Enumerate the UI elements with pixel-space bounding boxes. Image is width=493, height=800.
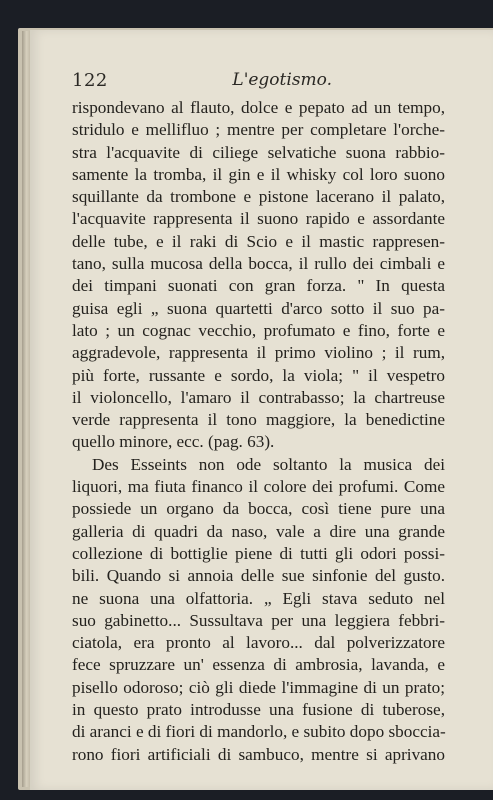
text-line: di aranci e di fiori di mandorlo, e subito dopo sboccia- bbox=[72, 722, 446, 742]
text-line: il violoncello, l'amaro il contrabasso; la chartreuse bbox=[72, 387, 445, 407]
text-line: guisa egli „ suona quartetti d'arco sotto il suo pa- bbox=[72, 298, 445, 318]
text-line: ne suona una olfattoria. „ Egli stava seduto nel bbox=[72, 588, 445, 608]
text-line: più forte, russante e sordo, la viola; " il vespetro bbox=[72, 365, 445, 385]
text-line: collezione di bottiglie piene di tutti gli odori possi- bbox=[72, 543, 445, 563]
running-head bbox=[72, 70, 332, 94]
text-line: verde rappresenta il tono maggiore, la benedictine bbox=[72, 410, 445, 430]
text-line: suo gabinetto... Sussultava per una leggiera febbri- bbox=[72, 610, 445, 630]
paragraph-end-line: quello minore, ecc. (pag. 63). bbox=[72, 432, 275, 452]
text-line: delle tube, e il raki di Scio e il mastic rappresen- bbox=[72, 231, 445, 251]
text-line: rono fiori artificiali di sambuco, mentre si aprivano bbox=[72, 744, 445, 764]
running-title: L'egotismo. bbox=[232, 70, 332, 90]
text-line: l'acquavite rappresenta il suono rapido e assordante bbox=[72, 209, 445, 229]
text-line: pisello odoroso; ciò gli diede l'immagine di un prato; bbox=[72, 677, 445, 697]
text-line: samente la tromba, il gin e il whisky col loro suono bbox=[72, 164, 445, 184]
text-line: squillante da trombone e pistone lacerano il palato, bbox=[72, 187, 445, 207]
text-line: possiede un organo da bocca, così tiene pure una bbox=[72, 499, 445, 519]
text-line: fece spruzzare un' essenza di ambrosia, lavanda, e bbox=[72, 655, 445, 675]
paragraph-start-line: Des Esseints non ode soltanto la musica dei bbox=[92, 454, 445, 474]
text-line: liquori, ma fiuta financo il colore dei profumi. Come bbox=[72, 477, 445, 497]
text-line: lato ; un cognac vecchio, profumato e fino, forte e bbox=[72, 320, 445, 340]
page-number: 122 bbox=[72, 70, 108, 91]
text-line: stridulo e mellifluo ; mentre per completare l'orche- bbox=[72, 120, 445, 140]
text-line: galleria di quadri da naso, vale a dire una grande bbox=[72, 521, 445, 541]
text-line: ciatola, era pronto al lavoro... dal polverizzatore bbox=[72, 633, 445, 653]
text-line: stra l'acquavite di ciliege selvatiche suona rabbio- bbox=[72, 142, 445, 162]
text-line: bili. Quando si annoia delle sue sinfonie del gusto. bbox=[72, 566, 445, 586]
text-line: dei timpani suonati con gran forza. " In questa bbox=[72, 276, 445, 296]
text-line: tano, sulla mucosa della bocca, il rullo dei cimbali e bbox=[72, 254, 445, 274]
text-line: rispondevano al flauto, dolce e pepato ad un tempo, bbox=[72, 98, 445, 117]
body-text bbox=[72, 97, 445, 766]
text-line: in questo prato introdusse una fusione di tuberose, bbox=[72, 700, 445, 720]
text-line: aggradevole, rappresenta il primo violino ; il rum, bbox=[72, 343, 445, 363]
